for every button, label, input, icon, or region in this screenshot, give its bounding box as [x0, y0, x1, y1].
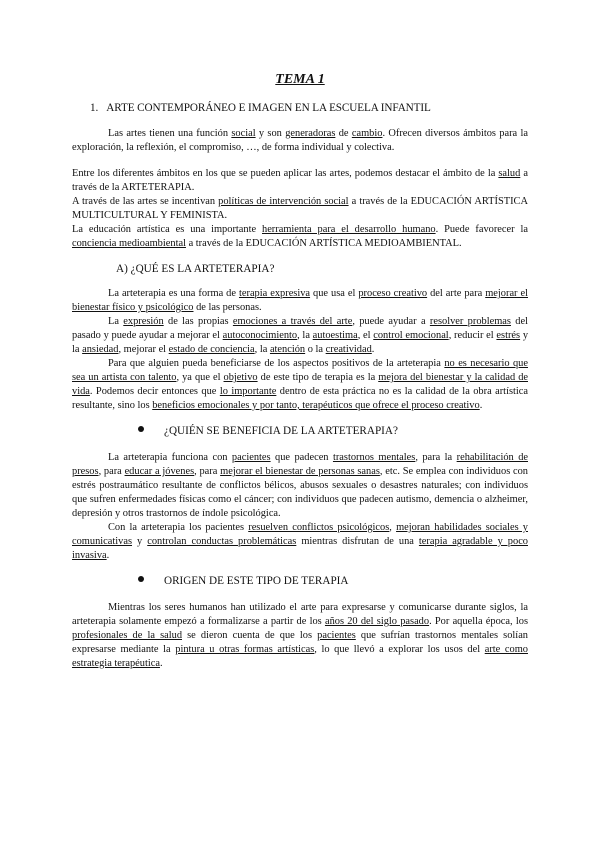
- underlined-phrase: social: [231, 128, 256, 139]
- underlined-phrase: beneficios emocionales y por tanto, terapéuticos que ofrece el proceso creativo: [152, 400, 480, 411]
- document-page: [72, 60, 528, 671]
- underlined-phrase: años 20 del siglo pasado: [324, 616, 430, 627]
- underlined-phrase: autoestima: [312, 330, 358, 341]
- underlined-phrase: profesionales de la salud: [72, 630, 183, 641]
- underlined-phrase: políticas de intervención social: [218, 196, 349, 207]
- section-b-heading: [138, 425, 528, 437]
- underlined-phrase: proceso creativo: [358, 288, 428, 299]
- underlined-phrase: creatividad: [325, 344, 372, 355]
- page-title: TEMA 1: [275, 72, 325, 87]
- section-1-title: ARTE CONTEMPORÁNEO E IMAGEN EN LA ESCUELA INFANTIL: [106, 102, 431, 114]
- underlined-phrase: resuelven conflictos psicológicos: [248, 522, 390, 533]
- intro-paragraph-2: Entre los diferentes ámbitos en los que se pueden aplicar las artes, podemos destacar el ámbito de la salud a través de la ARTETERAPIA.: [72, 168, 528, 193]
- underlined-phrase: terapia agradable y poco invasiva: [72, 536, 528, 561]
- underlined-phrase: mejora del bienestar y la calidad de vida: [72, 372, 528, 397]
- underlined-phrase: arte como estrategia terapéutica: [72, 644, 528, 669]
- underlined-phrase: controlan conductas problemáticas: [147, 536, 297, 547]
- section-b-title: ¿QUIÉN SE BENEFICIA DE LA ARTETERAPIA?: [164, 425, 398, 437]
- bullet-icon: [138, 426, 144, 432]
- underlined-phrase: rehabilitación de presos: [72, 452, 528, 477]
- section-a-paragraph-1: La arteterapia es una forma de terapia expresiva que usa el proceso creativo del arte para mejorar el bienestar físico y psicológico de las personas.: [72, 288, 528, 313]
- underlined-phrase: resolver problemas: [429, 316, 511, 327]
- underlined-phrase: mejorar el bienestar de personas sanas: [220, 466, 380, 477]
- section-a-title: ¿QUÉ ES LA ARTETERAPIA?: [130, 263, 275, 275]
- intro-paragraph-4: La educación artística es una importante herramienta para el desarrollo humano. Puede favorecer la conciencia medioambiental a través de la EDUCACIÓN ARTÍSTICA MEDIOAMBIENTAL.: [72, 224, 528, 249]
- underlined-phrase: pacientes: [231, 452, 271, 463]
- underlined-phrase: ansiedad: [82, 344, 119, 355]
- underlined-phrase: atención: [269, 344, 306, 355]
- section-c-title: ORIGEN DE ESTE TIPO DE TERAPIA: [164, 575, 349, 587]
- underlined-phrase: educar a jóvenes: [124, 466, 195, 477]
- underlined-phrase: pacientes: [317, 630, 356, 641]
- underlined-phrase: salud: [498, 168, 521, 179]
- intro-paragraph-1: Las artes tienen una función social y son generadoras de cambio. Ofrecen diversos ámbitos para la exploración, la reflexión, el compromiso, …, de forma individual y colectiva.: [72, 128, 528, 153]
- underlined-phrase: emociones a través del arte: [232, 316, 353, 327]
- section-1-number: 1.: [90, 102, 99, 114]
- underlined-phrase: herramienta para el desarrollo humano: [262, 224, 436, 235]
- underlined-phrase: lo importante: [219, 386, 277, 397]
- underlined-phrase: estrés: [496, 330, 521, 341]
- section-a-paragraph-3: Para que alguien pueda beneficiarse de los aspectos positivos de la arteterapia no es necesario que sea un artista con talento, ya que el objetivo de este tipo de terapia es la mejora del bienestar y la calidad de vida. Podemos decir entonces que lo importante dentro de esta práctica no es la calidad de la obra artística resultante, sino los beneficios emocionales y por tanto, terapéuticos que ofrece el proceso creativo.: [72, 358, 528, 411]
- underlined-phrase: control emocional: [373, 330, 449, 341]
- underlined-phrase: autoconocimiento: [222, 330, 298, 341]
- section-b-paragraph-1: La arteterapia funciona con pacientes que padecen trastornos mentales, para la rehabilitación de presos, para educar a jóvenes, para mejorar el bienestar de personas sanas, etc. Se emplea con individuos con estrés postraumático resultante de conflictos bélicos, abusos sexuales o desastres naturales; con individuos que sufren enfermedades físicas como el cáncer; con individuos que padecen autismo, demencia o alzheimer, depresión y otros trastornos de índole psicológica.: [72, 452, 528, 519]
- underlined-phrase: no es necesario que sea un artista con talento: [72, 358, 528, 383]
- section-a-letter: A): [116, 263, 128, 275]
- underlined-phrase: expresión: [123, 316, 164, 327]
- intro-paragraph-3: A través de las artes se incentivan políticas de intervención social a través de la EDUCACIÓN ARTÍSTICA MULTICULTURAL Y FEMINISTA.: [72, 196, 528, 221]
- underlined-phrase: mejoran habilidades sociales y comunicativas: [72, 522, 528, 547]
- section-c-paragraph-1: Mientras los seres humanos han utilizado el arte para expresarse y comunicarse durante siglos, la arteterapia solamente empezó a formalizarse a partir de los años 20 del siglo pasado. Por aquella época, los profesionales de la salud se dieron cuenta de que los pacientes que sufrían trastornos mentales solían expresarse mediante la pintura u otras formas artísticas, lo que llevó a explorar los usos del arte como estrategia terapéutica.: [72, 602, 529, 669]
- section-c-heading: [138, 575, 528, 587]
- underlined-phrase: cambio: [351, 128, 383, 139]
- underlined-phrase: terapia expresiva: [238, 288, 311, 299]
- underlined-phrase: mejorar el bienestar físico y psicológico: [72, 288, 528, 313]
- underlined-phrase: estado de conciencia: [168, 344, 255, 355]
- section-b-paragraph-2: Con la arteterapia los pacientes resuelven conflictos psicológicos, mejoran habilidades sociales y comunicativas y controlan conductas problemáticas mientras disfrutan de una terapia agradable y poco invasiva.: [72, 522, 528, 561]
- underlined-phrase: generadoras: [285, 128, 336, 139]
- underlined-phrase: conciencia medioambiental: [72, 238, 186, 249]
- section-a-heading: [116, 263, 528, 275]
- underlined-phrase: objetivo: [223, 372, 258, 383]
- bullet-icon: [138, 576, 144, 582]
- underlined-phrase: trastornos mentales: [332, 452, 416, 463]
- underlined-phrase: pintura u otras formas artísticas: [175, 644, 315, 655]
- section-a-paragraph-2: La expresión de las propias emociones a través del arte, puede ayudar a resolver problemas del pasado y puede ayudar a mejorar el autoconocimiento, la autoestima, el control emocional, reducir el estrés y la ansiedad, mejorar el estado de conciencia, la atención o la creatividad.: [72, 316, 529, 355]
- section-1-heading: [90, 102, 528, 114]
